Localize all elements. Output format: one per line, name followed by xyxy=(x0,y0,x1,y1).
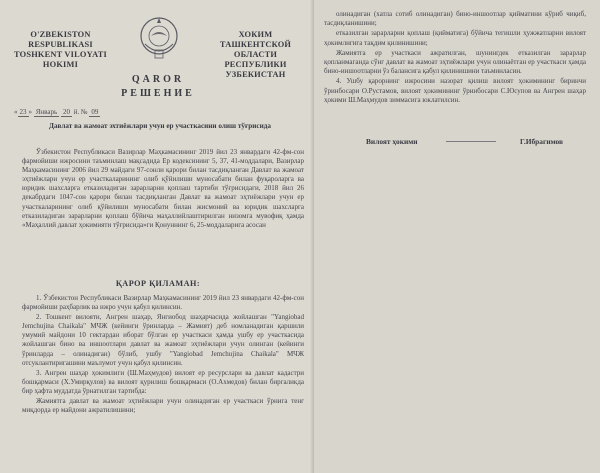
document-number: 09 xyxy=(91,108,99,116)
resolution-heading: ҚАРОР ҚИЛАМАН: xyxy=(115,279,201,288)
title-reshenie: РЕШЕНИЕ xyxy=(121,88,195,99)
document-subject: Давлат ва жамоат эхтиёжлари учун ер участкасини олиш тўғрисида xyxy=(49,122,271,130)
date-year: 20 xyxy=(62,108,70,116)
resolution-items-right xyxy=(324,10,586,106)
resolution-item: 1. Ўзбекистон Республикаси Вазирлар Маҳкамасининг 2019 йил 23 январдаги 42-фм-сон фармойиши раҳбарлик ва ижро учун қабул қилинсин. xyxy=(22,294,304,312)
document-page-right xyxy=(314,0,600,473)
resolution-item: олинадиган (хатла сотиб олинадиган) бино-иншоотлар қийматини кўриб чиқиб, тасдиқланишини; xyxy=(324,10,586,28)
header-right-line: ТАШКЕНТСКОЙ ОБЛАСТИ xyxy=(219,40,292,59)
header-right-line: РЕСПУБЛИКИ УЗБЕКИСТАН xyxy=(224,60,287,79)
date-day: 23 xyxy=(19,108,27,116)
state-emblem-icon xyxy=(137,14,181,62)
resolution-item: Жамиятга ер участкаси ажратилган, шунингдек етказилган зарарлар қопланмаганда сўнг давлат ва жамоат эҳтиёжлари учун олинаётган ер участкаси ҳамда бино-иншоотларни ўз балансига қабул қилинишини таъминласин. xyxy=(324,48,586,76)
header-right-line: ХОКИМ xyxy=(238,30,273,39)
preamble-text: Ўзбекистон Республикаси Вазирлар Маҳкамасининг 2019 йил 23 январдаги 42-фм-сон фармойиши ижросини таъминлаш мақсадида Ер кодексининг 5, 37, 41-моддалари, Вазирлар Маҳкамасининг 2006 йил 29 майдаги 97-сонли қарори билан тасдиқланган Давлат ва жамоат эҳтиёжлари учун ер участкаларининг олиб қўйилиши муносабати билан фуқароларга ва юридик шахсларга етказиладиган зарарларни қоплаш тартиби тўғрисидаги, 2018 йил 26 декабрдаги 1047-сон қарори билан тасдиқланган Давлат ва жамоат эҳтиёжлари учун ер участкаларининг олиб қўйилиши муносабати билан жисмоний ва юридик шахсларга етказиладиган зарарларни қоплаш бўйича маҳаллийлаштирилган низомга мувофиқ ҳамда «Маҳаллий давлат ҳокимияти тўғрисида»ги Қонуннинг 6, 25-моддаларига асосан xyxy=(22,148,304,229)
resolution-item: 3. Ангрен шаҳар ҳокимлиги (Ш.Маҳмудов) вилоят ер ресурслари ва давлат кадастри бошқармаси (Х.Умирқулов) ва вилоят қурилиш бошқармаси (О.Ахмедов) билан биргаликда бир ҳафта муддатда ўрнатилган тартибда: xyxy=(22,368,304,395)
header-left xyxy=(8,30,113,70)
title-qaror: QAROR xyxy=(131,74,185,85)
header-left-line: O'ZBEKISTON RESPUBLIKASI xyxy=(28,30,93,49)
date-number-line: « 23 » Январь 20 й. № 09 xyxy=(14,108,99,116)
resolution-item: 4. Ушбу қарорнинг ижросини назорат қилиш вилоят ҳокимининг биринчи ўринбосари О.Рустамов, вилоят ҳокимининг ўринбосари С.Юсупов ва Ангрен шаҳар ҳокими Ш.Маҳмудов зиммасига юклатилсин. xyxy=(324,77,586,104)
signature-line xyxy=(446,141,496,142)
resolution-item: Жамиятга давлат ва жамоат эҳтиёжлари учун олинадиган ер участкаси ўрнига тенг миқдорда ер майдони ажратилишини; xyxy=(22,397,304,415)
signature-title: Вилоят ҳокими xyxy=(366,137,418,146)
resolution-item: етказилган зарарларни қоплаш (қийматига) бўйича тегишли ҳужжатларни вилоят ҳокимлигига тақдим қилинишини; xyxy=(324,29,586,47)
resolution-item: 2. Тошкент вилояти, Ангрен шаҳар, Янгиобод шаҳарчасида жойлашган "Yangiobad Jemchujina Chaikala" МЧЖ (кейинги ўринларда – Жамият) деб номланадиган қаршили умумий майдони 10 гектардан иборат бўлган ер участкаси ҳамда ушбу ер участкасида жойлашган бино ва иншоотлари давлат ва жамоат эҳтиёжлари учун олинган (кейинги ўринларда – олинадиган) бўлиб, ушбу "Yangiobad Jemchujina Chaikala" МЧЖ отсуклантиригашини маълумот учун қабул қилинсин. xyxy=(22,313,304,367)
header-left-line: HOKIMI xyxy=(42,60,79,69)
resolution-items-left xyxy=(22,294,304,416)
header-left-line: TOSHKENT VILOYATI xyxy=(13,50,107,59)
signature-name: Г.Ибрагимов xyxy=(520,137,564,146)
date-month: Январь xyxy=(35,108,58,116)
header-right xyxy=(198,30,313,80)
